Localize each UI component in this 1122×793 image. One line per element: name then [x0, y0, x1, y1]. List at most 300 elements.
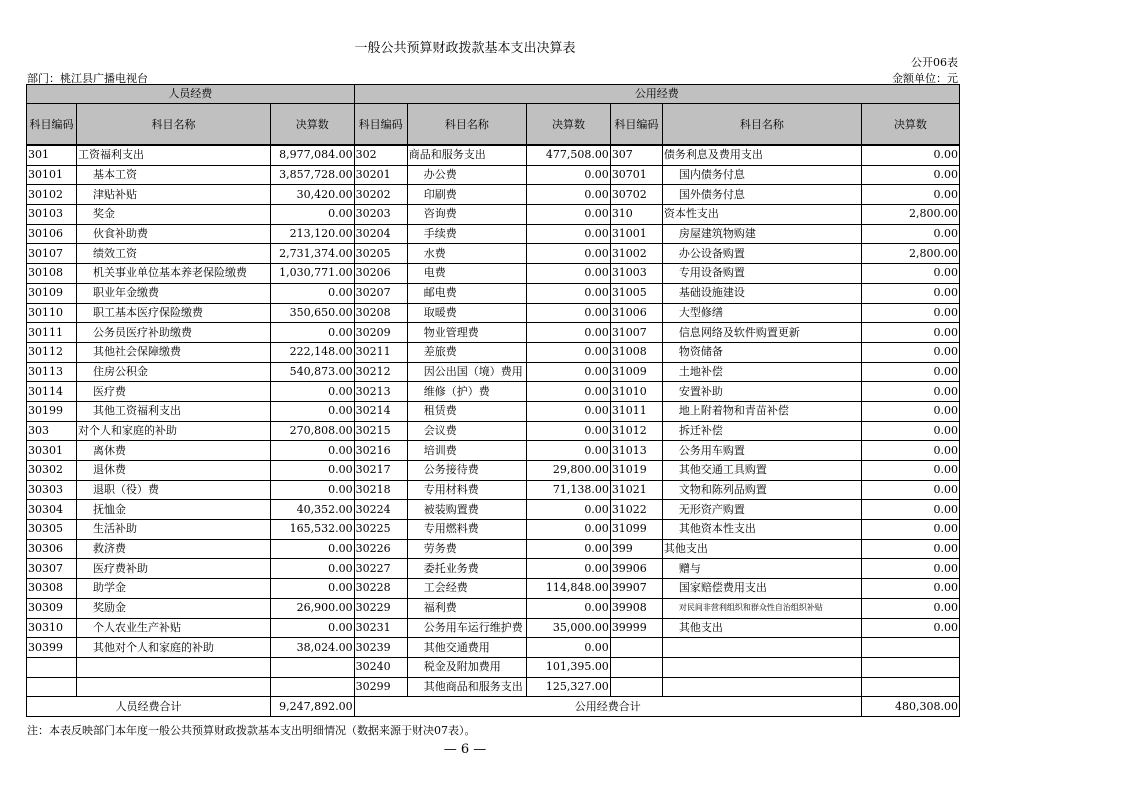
table-row [27, 362, 960, 382]
account-code: 30306 [27, 539, 77, 559]
amount: 0.00 [861, 382, 959, 402]
account-name: 住房公积金 [77, 362, 271, 382]
account-code: 30310 [27, 618, 77, 638]
amount: 0.00 [861, 461, 959, 481]
table-row [27, 342, 960, 362]
account-code: 31013 [610, 441, 662, 461]
table-row [27, 638, 960, 658]
table-row [27, 421, 960, 441]
account-code: 30199 [27, 401, 77, 421]
account-code: 30301 [27, 441, 77, 461]
account-code: 30218 [354, 480, 407, 500]
account-code: 30229 [354, 598, 407, 618]
amount: 0.00 [861, 520, 959, 540]
amount: 0.00 [861, 165, 959, 185]
account-name: 工资福利支出 [77, 145, 271, 165]
amount: 0.00 [527, 520, 611, 540]
amount: 114,848.00 [527, 579, 611, 599]
account-name: 税金及附加费用 [407, 657, 526, 677]
amount: 0.00 [270, 461, 354, 481]
account-name: 福利费 [407, 598, 526, 618]
account-code: 31002 [610, 244, 662, 264]
account-name: 大型修缮 [662, 303, 861, 323]
amount: 0.00 [527, 165, 611, 185]
amount: 29,800.00 [527, 461, 611, 481]
account-name: 文物和陈列品购置 [662, 480, 861, 500]
account-name: 培训费 [407, 441, 526, 461]
account-name: 其他支出 [662, 539, 861, 559]
account-name: 其他支出 [662, 618, 861, 638]
account-code: 30209 [354, 323, 407, 343]
account-code: 30307 [27, 559, 77, 579]
account-name: 津贴补贴 [77, 185, 271, 205]
amount: 0.00 [861, 500, 959, 520]
account-code: 399 [610, 539, 662, 559]
account-code: 30208 [354, 303, 407, 323]
account-code: 30224 [354, 500, 407, 520]
account-code: 30213 [354, 382, 407, 402]
account-name: 拆迁补偿 [662, 421, 861, 441]
account-code: 30111 [27, 323, 77, 343]
account-code: 30102 [27, 185, 77, 205]
amount: 0.00 [527, 559, 611, 579]
account-code: 30101 [27, 165, 77, 185]
amount: 0.00 [527, 283, 611, 303]
account-name: 差旅费 [407, 342, 526, 362]
footnote: 注：本表反映部门本年度一般公共预算财政拨款基本支出明细情况（数据来源于财决07表）。 [27, 724, 476, 737]
account-code: 30206 [354, 264, 407, 284]
table-row [27, 500, 960, 520]
amount: 477,508.00 [527, 145, 611, 165]
account-name: 工会经费 [407, 579, 526, 599]
account-code: 31001 [610, 224, 662, 244]
account-name [77, 657, 271, 677]
amount: 0.00 [861, 264, 959, 284]
account-code: 31012 [610, 421, 662, 441]
account-code: 30203 [354, 205, 407, 225]
amount [861, 657, 959, 677]
account-code: 31099 [610, 520, 662, 540]
amount: 213,120.00 [270, 224, 354, 244]
amount: 0.00 [270, 205, 354, 225]
account-name: 退休费 [77, 461, 271, 481]
header-amount-2: 决算数 [527, 104, 611, 146]
account-name: 因公出国（境）费用 [407, 362, 526, 382]
table-row [27, 303, 960, 323]
account-name: 地上附着物和青苗补偿 [662, 401, 861, 421]
account-code: 30113 [27, 362, 77, 382]
amount: 0.00 [861, 323, 959, 343]
account-code: 30211 [354, 342, 407, 362]
account-code [610, 638, 662, 658]
amount: 0.00 [270, 579, 354, 599]
header-amount-1: 决算数 [270, 104, 354, 146]
account-name: 基本工资 [77, 165, 271, 185]
amount: 35,000.00 [527, 618, 611, 638]
amount: 2,731,374.00 [270, 244, 354, 264]
report-title: 一般公共预算财政拨款基本支出决算表 [354, 41, 576, 56]
table-row [27, 618, 960, 638]
account-code: 30303 [27, 480, 77, 500]
amount: 0.00 [527, 205, 611, 225]
amount: 0.00 [270, 283, 354, 303]
account-code: 30227 [354, 559, 407, 579]
account-name: 维修（护）费 [407, 382, 526, 402]
account-code: 31005 [610, 283, 662, 303]
account-name: 租赁费 [407, 401, 526, 421]
table-row [27, 657, 960, 677]
table-row [27, 283, 960, 303]
account-code: 30225 [354, 520, 407, 540]
account-code: 30106 [27, 224, 77, 244]
account-code: 39908 [610, 598, 662, 618]
account-code: 302 [354, 145, 407, 165]
account-code: 31022 [610, 500, 662, 520]
account-name: 专用设备购置 [662, 264, 861, 284]
account-code: 303 [27, 421, 77, 441]
amount: 0.00 [527, 342, 611, 362]
department-label: 部门：桃江县广播电视台 [27, 72, 148, 85]
account-name: 职工基本医疗保险缴费 [77, 303, 271, 323]
account-code: 31021 [610, 480, 662, 500]
amount: 71,138.00 [527, 480, 611, 500]
account-code: 31007 [610, 323, 662, 343]
account-name: 救济费 [77, 539, 271, 559]
account-code: 30701 [610, 165, 662, 185]
account-name: 委托业务费 [407, 559, 526, 579]
account-code: 30217 [354, 461, 407, 481]
account-name: 会议费 [407, 421, 526, 441]
table-row [27, 323, 960, 343]
amount: 2,800.00 [861, 205, 959, 225]
amount: 0.00 [861, 421, 959, 441]
amount: 270,808.00 [270, 421, 354, 441]
account-code: 30207 [354, 283, 407, 303]
account-name: 商品和服务支出 [407, 145, 526, 165]
account-name: 其他对个人和家庭的补助 [77, 638, 271, 658]
amount: 3,857,728.00 [270, 165, 354, 185]
table-row [27, 382, 960, 402]
amount: 1,030,771.00 [270, 264, 354, 284]
account-name: 办公费 [407, 165, 526, 185]
amount: 0.00 [861, 618, 959, 638]
table-row [27, 205, 960, 225]
account-code: 30204 [354, 224, 407, 244]
account-code: 30109 [27, 283, 77, 303]
amount: 2,800.00 [861, 244, 959, 264]
account-name: 个人农业生产补贴 [77, 618, 271, 638]
amount: 8,977,084.00 [270, 145, 354, 165]
account-code [27, 677, 77, 697]
column-header-row [27, 104, 960, 146]
account-name: 国家赔偿费用支出 [662, 579, 861, 599]
amount: 101,395.00 [527, 657, 611, 677]
account-name: 奖金 [77, 205, 271, 225]
account-name: 职业年金缴费 [77, 283, 271, 303]
account-code: 39907 [610, 579, 662, 599]
account-code: 30305 [27, 520, 77, 540]
amount: 0.00 [527, 441, 611, 461]
amount: 165,532.00 [270, 520, 354, 540]
amount: 0.00 [861, 559, 959, 579]
account-name: 绩效工资 [77, 244, 271, 264]
amount: 0.00 [861, 185, 959, 205]
account-code: 30399 [27, 638, 77, 658]
account-code: 30228 [354, 579, 407, 599]
amount [270, 657, 354, 677]
account-name: 手续费 [407, 224, 526, 244]
account-code: 30702 [610, 185, 662, 205]
account-name: 其他交通费用 [407, 638, 526, 658]
amount [861, 638, 959, 658]
amount: 125,327.00 [527, 677, 611, 697]
totals-row [27, 697, 960, 717]
account-name: 土地补偿 [662, 362, 861, 382]
account-code: 30239 [354, 638, 407, 658]
account-code [610, 677, 662, 697]
account-name: 物资储备 [662, 342, 861, 362]
table-row [27, 598, 960, 618]
account-name: 电费 [407, 264, 526, 284]
amount: 0.00 [861, 362, 959, 382]
account-name: 赠与 [662, 559, 861, 579]
account-name: 其他资本性支出 [662, 520, 861, 540]
account-code: 30214 [354, 401, 407, 421]
account-code: 31011 [610, 401, 662, 421]
account-name: 生活补助 [77, 520, 271, 540]
account-name: 抚恤金 [77, 500, 271, 520]
amount: 350,650.00 [270, 303, 354, 323]
amount: 40,352.00 [270, 500, 354, 520]
amount: 0.00 [270, 382, 354, 402]
table-row [27, 461, 960, 481]
amount: 0.00 [527, 382, 611, 402]
account-name: 水费 [407, 244, 526, 264]
account-code: 30231 [354, 618, 407, 638]
account-name: 助学金 [77, 579, 271, 599]
account-code: 30108 [27, 264, 77, 284]
section-header-row [27, 85, 960, 104]
account-code: 31019 [610, 461, 662, 481]
account-name: 医疗费 [77, 382, 271, 402]
personnel-total-label: 人员经费合计 [27, 697, 271, 717]
header-name-3: 科目名称 [662, 104, 861, 146]
amount: 0.00 [861, 480, 959, 500]
header-code-2: 科目编码 [354, 104, 407, 146]
account-name: 离休费 [77, 441, 271, 461]
table-row [27, 401, 960, 421]
amount [861, 677, 959, 697]
account-code: 30212 [354, 362, 407, 382]
table-row [27, 677, 960, 697]
account-name: 被装购置费 [407, 500, 526, 520]
account-name [662, 657, 861, 677]
account-name: 机关事业单位基本养老保险缴费 [77, 264, 271, 284]
section-public: 公用经费 [354, 85, 959, 104]
account-code: 30205 [354, 244, 407, 264]
public-total-label: 公用经费合计 [354, 697, 861, 717]
account-code: 30107 [27, 244, 77, 264]
expenditure-table [26, 84, 960, 717]
header-name-1: 科目名称 [77, 104, 271, 146]
account-code: 30112 [27, 342, 77, 362]
amount: 0.00 [527, 539, 611, 559]
account-code: 31008 [610, 342, 662, 362]
unit-label: 金额单位：元 [892, 72, 958, 85]
amount: 0.00 [861, 342, 959, 362]
account-code: 30103 [27, 205, 77, 225]
account-code: 30215 [354, 421, 407, 441]
account-code: 30240 [354, 657, 407, 677]
table-row [27, 480, 960, 500]
amount: 0.00 [527, 323, 611, 343]
account-code: 30299 [354, 677, 407, 697]
account-name: 房屋建筑物购建 [662, 224, 861, 244]
header-name-2: 科目名称 [407, 104, 526, 146]
account-name [77, 677, 271, 697]
header-amount-3: 决算数 [861, 104, 959, 146]
amount: 222,148.00 [270, 342, 354, 362]
table-row [27, 520, 960, 540]
account-name: 信息网络及软件购置更新 [662, 323, 861, 343]
amount: 0.00 [861, 539, 959, 559]
account-name: 其他工资福利支出 [77, 401, 271, 421]
account-name: 取暖费 [407, 303, 526, 323]
amount: 0.00 [861, 283, 959, 303]
account-name: 奖励金 [77, 598, 271, 618]
amount: 0.00 [527, 224, 611, 244]
personnel-total-value: 9,247,892.00 [270, 697, 354, 717]
account-name: 安置补助 [662, 382, 861, 402]
page-number: — 6 — [443, 742, 487, 757]
account-code: 30114 [27, 382, 77, 402]
amount: 0.00 [861, 598, 959, 618]
account-name: 办公设备购置 [662, 244, 861, 264]
account-name: 物业管理费 [407, 323, 526, 343]
amount: 0.00 [861, 145, 959, 165]
amount: 0.00 [270, 441, 354, 461]
account-name: 债务利息及费用支出 [662, 145, 861, 165]
account-code [27, 657, 77, 677]
account-code: 39999 [610, 618, 662, 638]
account-code: 30110 [27, 303, 77, 323]
amount [270, 677, 354, 697]
account-code: 30216 [354, 441, 407, 461]
account-code: 30304 [27, 500, 77, 520]
table-row [27, 539, 960, 559]
account-code: 307 [610, 145, 662, 165]
amount: 0.00 [861, 579, 959, 599]
account-name: 其他交通工具购置 [662, 461, 861, 481]
table-body [27, 145, 960, 697]
amount: 0.00 [861, 441, 959, 461]
account-name: 公务接待费 [407, 461, 526, 481]
table-row [27, 185, 960, 205]
amount: 0.00 [527, 303, 611, 323]
account-name: 无形资产购置 [662, 500, 861, 520]
amount: 30,420.00 [270, 185, 354, 205]
account-name: 专用材料费 [407, 480, 526, 500]
table-row [27, 579, 960, 599]
amount: 0.00 [527, 401, 611, 421]
account-code: 31009 [610, 362, 662, 382]
amount: 0.00 [270, 618, 354, 638]
account-name: 资本性支出 [662, 205, 861, 225]
account-name: 公务员医疗补助缴费 [77, 323, 271, 343]
header-code-3: 科目编码 [610, 104, 662, 146]
account-code: 31003 [610, 264, 662, 284]
amount: 0.00 [270, 323, 354, 343]
account-name [662, 677, 861, 697]
account-code: 39906 [610, 559, 662, 579]
account-name: 咨询费 [407, 205, 526, 225]
account-code: 30302 [27, 461, 77, 481]
amount: 0.00 [527, 500, 611, 520]
account-code: 301 [27, 145, 77, 165]
account-name: 公务用车购置 [662, 441, 861, 461]
table-row [27, 264, 960, 284]
account-name: 公务用车运行维护费 [407, 618, 526, 638]
table-row [27, 244, 960, 264]
section-personnel: 人员经费 [27, 85, 355, 104]
table-row [27, 224, 960, 244]
account-code: 30309 [27, 598, 77, 618]
amount: 0.00 [861, 224, 959, 244]
amount: 0.00 [527, 244, 611, 264]
amount: 0.00 [527, 362, 611, 382]
table-code: 公开06表 [911, 56, 958, 69]
account-name: 印刷费 [407, 185, 526, 205]
account-code [610, 657, 662, 677]
account-name [662, 638, 861, 658]
table-row [27, 559, 960, 579]
header-code-1: 科目编码 [27, 104, 77, 146]
account-code: 31006 [610, 303, 662, 323]
account-name: 退职（役）费 [77, 480, 271, 500]
account-name: 对个人和家庭的补助 [77, 421, 271, 441]
account-name: 邮电费 [407, 283, 526, 303]
account-name: 专用燃料费 [407, 520, 526, 540]
account-name: 对民间非营利组织和群众性自治组织补贴 [662, 598, 861, 618]
account-name: 医疗费补助 [77, 559, 271, 579]
account-code: 30201 [354, 165, 407, 185]
amount: 0.00 [527, 185, 611, 205]
amount: 0.00 [861, 303, 959, 323]
account-name: 伙食补助费 [77, 224, 271, 244]
account-code: 30308 [27, 579, 77, 599]
account-name: 其他商品和服务支出 [407, 677, 526, 697]
amount: 0.00 [527, 638, 611, 658]
amount: 38,024.00 [270, 638, 354, 658]
amount: 0.00 [270, 480, 354, 500]
amount: 540,873.00 [270, 362, 354, 382]
account-code: 30226 [354, 539, 407, 559]
amount: 0.00 [861, 401, 959, 421]
account-code: 31010 [610, 382, 662, 402]
table-row [27, 145, 960, 165]
table-row [27, 165, 960, 185]
public-total-value: 480,308.00 [861, 697, 959, 717]
account-code: 310 [610, 205, 662, 225]
amount: 0.00 [270, 401, 354, 421]
account-code: 30202 [354, 185, 407, 205]
amount: 0.00 [270, 539, 354, 559]
amount: 26,900.00 [270, 598, 354, 618]
account-name: 国外债务付息 [662, 185, 861, 205]
account-name: 其他社会保障缴费 [77, 342, 271, 362]
amount: 0.00 [527, 598, 611, 618]
account-name: 国内债务付息 [662, 165, 861, 185]
